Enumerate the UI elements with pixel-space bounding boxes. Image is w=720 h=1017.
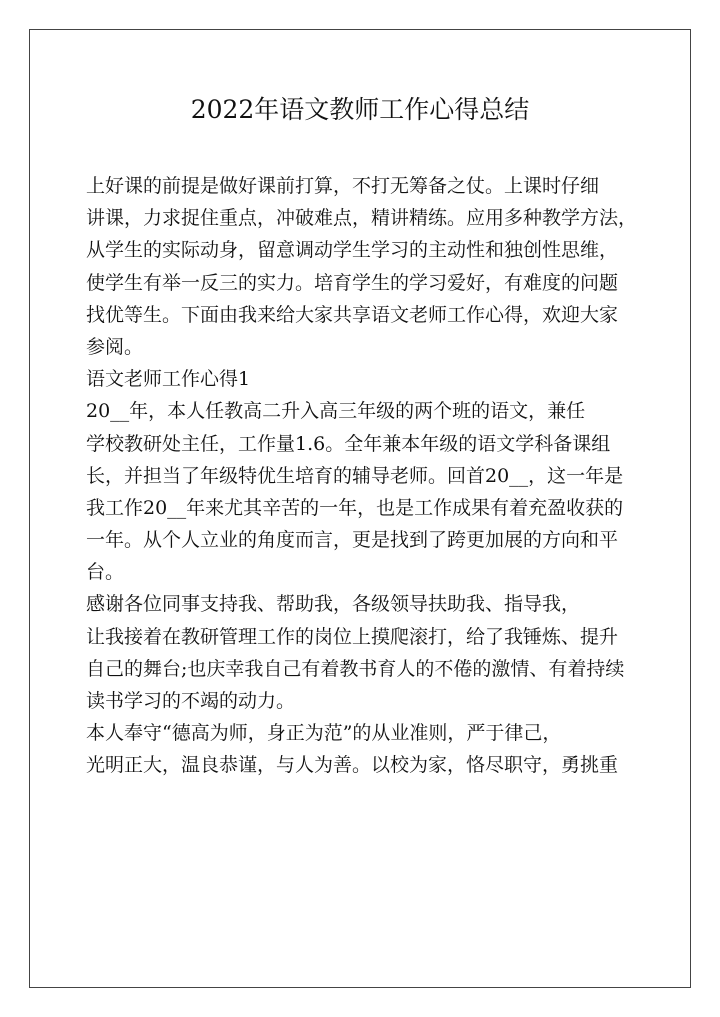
text-line: 使学生有举一反三的实力。培育学生的学习爱好，有难度的问题 xyxy=(86,271,619,294)
text-line: 参阅。 xyxy=(86,335,144,358)
text-line: 台。 xyxy=(86,561,125,584)
section-heading: 语文老师工作心得1 xyxy=(86,368,251,391)
text-line: 找优等生。下面由我来给大家共享语文老师工作心得，欢迎大家 xyxy=(86,303,619,326)
text-line: 20__年，本人任教高二升入高三年级的两个班的语文，兼任 xyxy=(86,400,586,423)
text-line: 本人奉守“德高为师，身正为范”的从业准则，严于律己， xyxy=(86,722,562,745)
text-line: 读书学习的不竭的动力。 xyxy=(86,690,296,712)
text-line: 一年。从个人立业的角度而言，更是找到了跨更加展的方向和平 xyxy=(86,529,619,552)
text-line: 学校教研处主任，工作量1.6。全年兼本年级的语文学科备课组 xyxy=(86,432,611,455)
text-line: 让我接着在教研管理工作的岗位上摸爬滚打，给了我锤炼、提升 xyxy=(86,625,619,648)
text-line: 上好课的前提是做好课前打算，不打无筹备之仗。上课时仔细 xyxy=(86,175,600,197)
document-body xyxy=(86,170,638,782)
text-line: 光明正大，温良恭谨，与人为善。以校为家，恪尽职守，勇挑重 xyxy=(86,754,619,777)
document-title: 2022年语文教师工作心得总结 xyxy=(190,95,530,124)
text-line: 自己的舞台;也庆幸我自己有着教书育人的不倦的激情、有着持续 xyxy=(86,657,625,680)
text-line: 我工作20__年来尤其辛苦的一年，也是工作成果有着充盈收获的 xyxy=(86,496,624,519)
text-line: 讲课，力求捉住重点，冲破难点，精讲精练。应用多种教学方法， xyxy=(86,207,638,230)
text-line: 感谢各位同事支持我、帮助我，各级领导扶助我、指导我， xyxy=(86,593,581,616)
text-line: 长，并担当了年级特优生培育的辅导老师。回首20__，这一年是 xyxy=(86,464,624,487)
document-page xyxy=(29,29,691,988)
text-line: 从学生的实际动身，留意调动学生学习的主动性和独创性思维， xyxy=(86,239,619,262)
